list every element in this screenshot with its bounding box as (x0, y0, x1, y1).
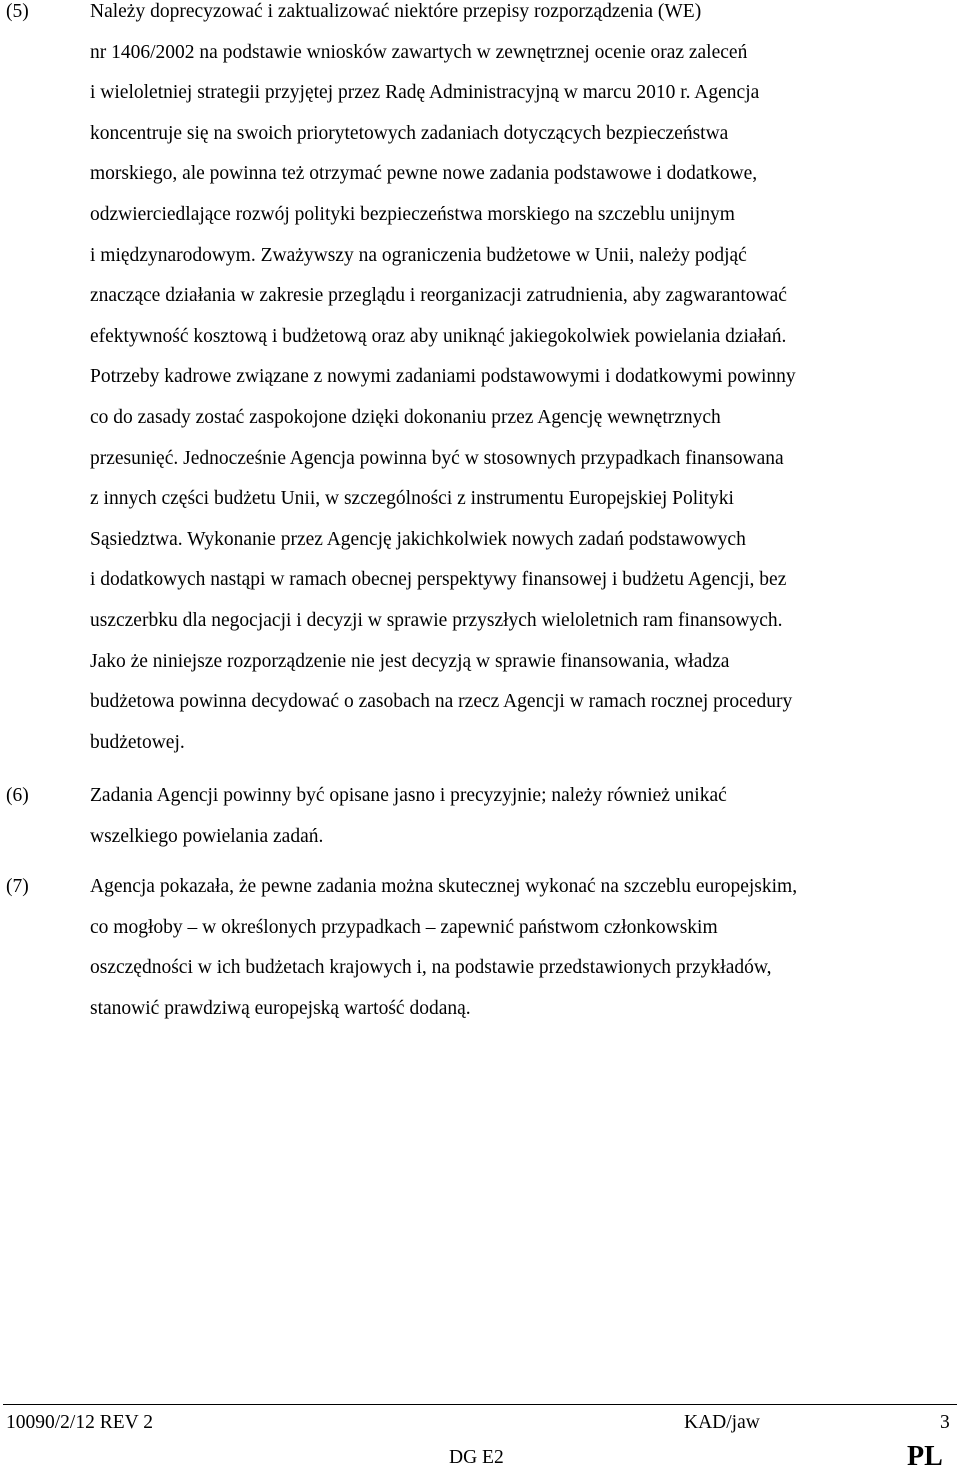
text-line: uszczerbku dla negocjacji i decyzji w sprawie przyszłych wieloletnich ram finansowych. (90, 609, 783, 631)
text-line: Potrzeby kadrowe związane z nowymi zadaniami podstawowymi i dodatkowymi powinny (90, 366, 796, 388)
text-line: co mogłoby – w określonych przypadkach – zapewnić państwom członkowskim (90, 916, 718, 938)
text-line: i dodatkowych nastąpi w ramach obecnej perspektywy finansowej i budżetu Agencji, bez (90, 569, 787, 591)
page-number: 3 (940, 1412, 950, 1433)
text-line: wszelkiego powielania zadań. (90, 825, 324, 847)
recital-number: (7) (6, 876, 29, 897)
text-line: efektywność kosztową i budżetową oraz aby uniknąć jakiegokolwiek powielania działań. (90, 325, 787, 347)
text-line: znaczące działania w zakresie przeglądu i reorganizacji zatrudnienia, aby zagwarantować (90, 285, 787, 307)
text-line: przesunięć. Jednocześnie Agencja powinna być w stosownych przypadkach finansowana (90, 447, 784, 469)
author-initials: KAD/jaw (684, 1412, 760, 1433)
text-line: i międzynarodowym. Zważywszy na ograniczenia budżetowe w Unii, należy podjąć (90, 244, 747, 266)
directorate-code: DG E2 (449, 1447, 504, 1468)
text-line: Agencja pokazała, że pewne zadania można skutecznej wykonać na szczeblu europejskim, (90, 876, 798, 897)
text-line: morskiego, ale powinna też otrzymać pewne nowe zadania podstawowe i dodatkowe, (90, 163, 758, 185)
document-reference: 10090/2/12 REV 2 (6, 1412, 153, 1433)
text-line: odzwierciedlające rozwój polityki bezpieczeństwa morskiego na szczeblu unijnym (90, 203, 735, 225)
text-line: Jako że niniejsze rozporządzenie nie jest decyzją w sprawie finansowania, władza (90, 650, 730, 672)
text-line: koncentruje się na swoich priorytetowych zadaniach dotyczących bezpieczeństwa (90, 122, 729, 144)
recital-text (90, 867, 956, 1029)
recital-text (90, 0, 956, 763)
text-line: Należy doprecyzować i zaktualizować niektóre przepisy rozporządzenia (WE) (90, 1, 702, 22)
recital-number: (5) (6, 1, 29, 22)
text-line: budżetowa powinna decydować o zasobach na rzecz Agencji w ramach rocznej procedury (90, 691, 793, 713)
text-line: nr 1406/2002 na podstawie wniosków zawartych w zewnętrznej ocenie oraz zaleceń (90, 41, 748, 63)
text-line: i wieloletniej strategii przyjętej przez Radę Administracyjną w marcu 2010 r. Agencja (90, 82, 760, 104)
text-line: Sąsiedztwa. Wykonanie przez Agencję jakichkolwiek nowych zadań podstawowych (90, 528, 746, 550)
text-line: oszczędności w ich budżetach krajowych i, na podstawie przedstawionych przykładów, (90, 957, 772, 979)
recital-text (90, 776, 956, 857)
language-code: PL (907, 1441, 943, 1472)
text-line: Zadania Agencji powinny być opisane jasno i precyzyjnie; należy również unikać (90, 785, 727, 806)
text-line: budżetowej. (90, 731, 185, 753)
recital-number: (6) (6, 785, 29, 806)
text-line: z innych części budżetu Unii, w szczególności z instrumentu Europejskiej Polityki (90, 488, 734, 510)
text-line: co do zasady zostać zaspokojone dzięki dokonaniu przez Agencję wewnętrznych (90, 406, 721, 428)
text-line: stanowić prawdziwą europejską wartość dodaną. (90, 997, 471, 1019)
footer-divider (3, 1404, 957, 1405)
